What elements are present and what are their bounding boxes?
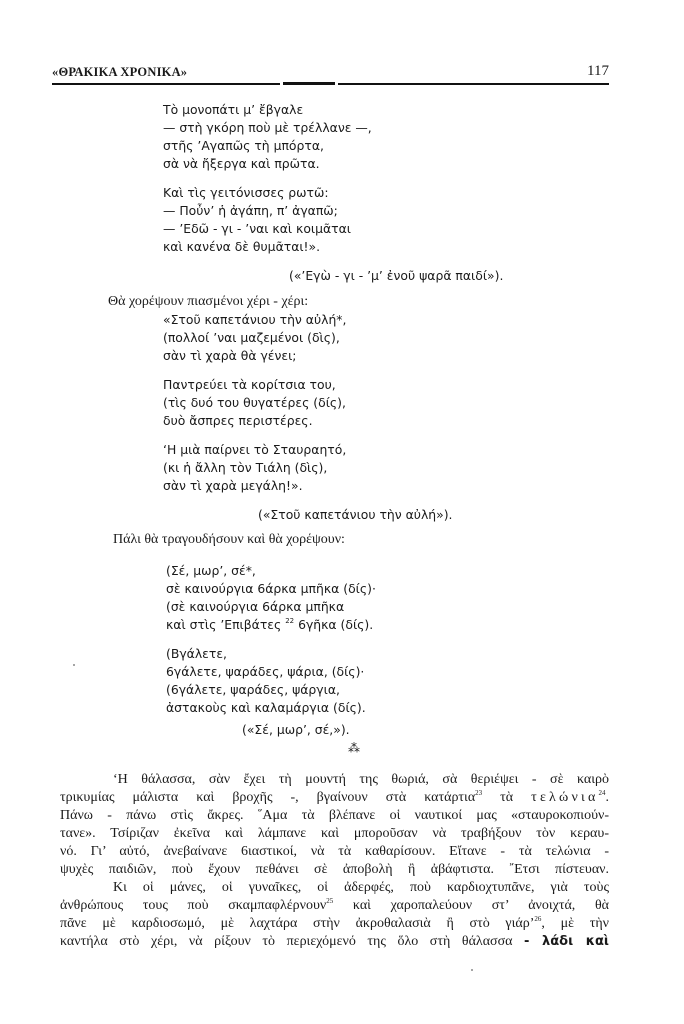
verse-line: σὰ νὰ ἤξεργα καὶ πρῶτα. — [163, 156, 320, 171]
verse-line: (πολλοί ’ναι μαζεμένοι (δὶς), — [163, 330, 340, 345]
prose-text: . — [605, 790, 609, 805]
header-rule — [52, 83, 280, 85]
prose-line: ψυχὲς παιδιῶν, ποὺ ἔχουν πεθάνει σὲ ἀποβολὴ ἢ ἀβάφτιστα. ῎Ετσι πίστευαν. — [60, 862, 609, 877]
verse-line: 6γάλετε, ψαράδες, ψάρια, (δίς)· — [166, 664, 365, 679]
header-rule — [338, 83, 609, 85]
verse-line: ἀστακοὺς καὶ καλαμάργια (δίς). — [166, 700, 366, 715]
verse-line: — ’Εδῶ - γι - ’ναι καὶ κοιμᾶται — [163, 221, 351, 236]
verse-line: σὲ καινούργια 6άρκα μπῆκα (δίς)· — [166, 581, 376, 596]
scan-speck — [73, 664, 75, 666]
prose-line — [60, 933, 609, 951]
verse-text: 6γῆκα (δίς). — [294, 617, 374, 632]
verse-text: καὶ στὶς ’Επιβάτες — [166, 617, 282, 632]
verse-line — [166, 616, 373, 634]
prose-text: , μὲ τὴν — [541, 916, 609, 931]
bold-text: - λάδι καὶ — [524, 934, 609, 949]
footnote-ref: 25 — [326, 897, 334, 905]
prose-text: καὶ χαροπαλεύουν στ’ ἀνοιχτά, θὰ — [333, 898, 610, 913]
prose-text: ἀνθρώπους τους ποὺ σκαμπαφλέρνουν — [60, 898, 327, 913]
section-ornament: ⁂ — [348, 741, 360, 755]
verse-line: σὰν τὶ χαρὰ μεγάλη!». — [163, 478, 303, 493]
footnote-ref: 22 — [285, 617, 295, 625]
verse-line: Καὶ τὶς γειτόνισσες ρωτῶ: — [163, 185, 329, 200]
running-header — [52, 63, 609, 83]
prose-line: ‘Η θάλασσα, σὰν ἔχει τὴ μουντή της θωριά, σὰ θεριέψει - σὲ καιρὸ — [113, 772, 609, 787]
verse-line: στῆς ’Αγαπῶς τὴ μπόρτα, — [163, 138, 324, 153]
verse-line: ‘Η μιὰ παίρνει τὸ Σταυραητό, — [163, 442, 347, 457]
footnote-ref: 24 — [598, 789, 606, 797]
page-number: 117 — [587, 63, 609, 79]
prose-line — [60, 897, 609, 915]
song-attribution: («Στοῦ καπετάνιου τὴν αὐλή»). — [258, 507, 453, 522]
verse-line: (Σέ, μωρ’, σέ*, — [166, 563, 256, 578]
scan-speck — [471, 969, 473, 971]
prose-line: τανε». Τσίριζαν ἐκεῖνα καὶ λάμπανε καὶ μποροῦσαν νὰ τραβήξουν τὸν κεραυ- — [60, 826, 609, 841]
song-attribution: («’Εγὼ - γι - ’μ’ ἐνοῦ ψαρᾶ παιδί»). — [289, 268, 504, 283]
prose-line: Κι οἱ μάνες, οἱ γυναῖκες, οἱ ἀδερφές, ποὺ καρδιοχτυπᾶνε, γιὰ τοὺς — [113, 880, 609, 895]
verse-line: καὶ κανένα δὲ θυμᾶται!». — [163, 239, 321, 254]
footnote-ref: 23 — [475, 789, 483, 797]
prose-line — [60, 915, 609, 933]
verse-line: — Πoὖν’ ἡ ἀγάπη, π’ ἀγαπῶ; — [163, 203, 338, 218]
prose-text: καντήλα στὸ χέρι, νὰ ρίξουν τὸ περιεχόμενό της ὅλο στὴ θάλασσα — [60, 934, 525, 949]
verse-line: Τὸ μονοπάτι μ’ ἔβγαλε — [163, 102, 304, 117]
verse-line: (σὲ καινούργια 6άρκα μπῆκα — [166, 599, 345, 614]
footnote-ref: 26 — [534, 915, 542, 923]
prose-line — [60, 789, 609, 807]
prose-line: Πάνω - πάνω στὶς ἄκρες. ῞Αμα τὰ βλέπανε οἱ ναυτικοί μας «σταυροκοπιούν- — [60, 808, 609, 823]
song-attribution: («Σέ, μωρ’, σέ,»). — [242, 722, 350, 737]
prose-text: πᾶνε μὲ καρδιοσωμό, μὲ λαχτάρα στὴν ἀκροθαλασιὰ ἢ στὸ γιάρ’ — [60, 916, 535, 931]
header-rule — [283, 82, 335, 85]
verse-line: δυὸ ἄσπρες περιστέρες. — [163, 413, 313, 428]
prose-text: τρικυμίας μάλιστα καὶ βροχῆς -, βγαίνουν στὰ κατάρτια — [60, 790, 476, 805]
intro-line: Πάλι θὰ τραγουδήσουν καὶ θὰ χορέψουν: — [113, 532, 345, 547]
emphasized-word: τελώνια — [531, 790, 599, 805]
verse-line: (κι ἡ ἄλλη τὸν Τιάλη (δὶς), — [163, 460, 328, 475]
verse-line: (τὶς δυό του θυγατέρες (δίς), — [163, 395, 346, 410]
verse-line: — στὴ γκόρη ποὺ μὲ τρέλλανε —, — [163, 120, 372, 135]
verse-line: Παντρεύει τὰ κορίτσια του, — [163, 377, 336, 392]
journal-title: «ΘΡΑΚΙΚΑ ΧΡΟΝΙΚΑ» — [52, 65, 188, 79]
verse-line: «Στοῦ καπετάνιου τὴν αὐλή*, — [163, 312, 347, 327]
verse-line: σὰν τὶ χαρὰ θὰ γένει; — [163, 348, 297, 363]
prose-text: τὰ — [482, 790, 532, 805]
prose-line: νό. Γι’ αὐτό, ἀνεβαίνανε 6ιαστικοί, νὰ τὰ καθαρίσουν. Εἴτανε - τὰ τελώνια - — [60, 844, 609, 859]
intro-line: Θὰ χορέψουν πιασμένοι χέρι - χέρι: — [108, 294, 309, 309]
verse-line: (Βγάλετε, — [166, 646, 227, 661]
verse-line: (6γάλετε, ψαράδες, ψάργια, — [166, 682, 340, 697]
